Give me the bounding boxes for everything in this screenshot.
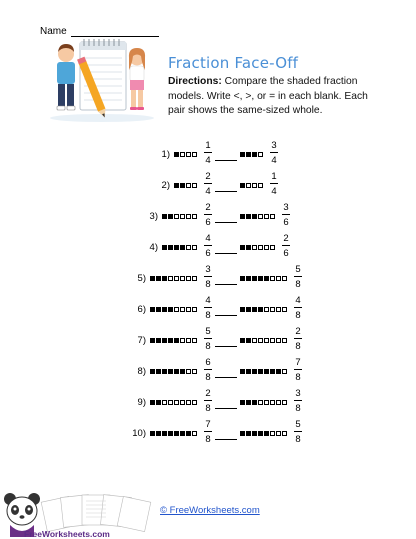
left-fraction [203,140,213,166]
left-fraction-model [174,151,197,158]
fraction-bar [204,400,212,401]
problem-row [0,295,416,325]
fraction-bar [204,152,212,153]
denominator: 4 [205,186,211,197]
numerator: 2 [205,202,211,213]
shaded-part [252,307,257,312]
right-fraction [293,326,303,352]
shaded-part [240,183,245,188]
left-fraction [203,171,213,197]
problem-number: 5) [137,273,146,284]
unshaded-part [168,400,173,405]
unshaded-part [264,338,269,343]
shaded-part [240,431,245,436]
unshaded-part [162,400,167,405]
unshaded-part [270,400,275,405]
right-fraction [269,171,279,197]
fraction-bar [282,245,290,246]
unshaded-part [168,276,173,281]
numerator: 2 [205,171,211,182]
numerator: 2 [205,388,211,399]
shaded-part [240,152,245,157]
left-fraction [203,264,213,290]
problem-row [0,326,416,356]
answer-blank[interactable] [215,191,237,192]
answer-blank[interactable] [215,284,237,285]
shaded-part [252,369,257,374]
fraction-bar [294,369,302,370]
denominator: 8 [295,434,301,445]
denominator: 8 [295,310,301,321]
unshaded-part [270,338,275,343]
unshaded-part [258,400,263,405]
problem-number: 2) [161,180,170,191]
problem-row [0,233,416,263]
unshaded-part [174,400,179,405]
shaded-part [168,369,173,374]
right-fraction-model [240,337,287,344]
denominator: 8 [205,372,211,383]
numerator: 5 [295,264,301,275]
shaded-part [168,307,173,312]
shaded-part [162,369,167,374]
shaded-part [174,369,179,374]
shaded-part [174,152,179,157]
problem-row [0,264,416,294]
unshaded-part [174,307,179,312]
right-fraction [281,233,291,259]
fraction-bar [270,152,278,153]
shaded-part [264,431,269,436]
unshaded-part [258,152,263,157]
answer-blank[interactable] [215,346,237,347]
left-fraction [203,295,213,321]
unshaded-part [282,369,287,374]
problem-number: 4) [149,242,158,253]
unshaded-part [282,431,287,436]
denominator: 8 [205,341,211,352]
denominator: 4 [271,186,277,197]
shaded-part [168,431,173,436]
shaded-part [156,338,161,343]
unshaded-part [282,338,287,343]
shaded-part [240,276,245,281]
left-fraction-model [150,430,197,437]
denominator: 8 [295,372,301,383]
right-fraction-model [240,213,275,220]
shaded-part [258,276,263,281]
problem-row [0,140,416,170]
fraction-bar [204,369,212,370]
shaded-part [150,400,155,405]
unshaded-part [186,400,191,405]
denominator: 8 [205,310,211,321]
unshaded-part [258,245,263,250]
left-fraction [203,202,213,228]
shaded-part [240,245,245,250]
unshaded-part [192,183,197,188]
freeworksheets-logo [2,487,152,539]
right-fraction-model [240,368,287,375]
shaded-part [180,245,185,250]
shaded-part [174,431,179,436]
unshaded-part [186,276,191,281]
shaded-part [180,183,185,188]
unshaded-part [192,307,197,312]
problem-number: 6) [137,304,146,315]
shaded-part [162,431,167,436]
denominator: 8 [295,279,301,290]
unshaded-part [270,214,275,219]
shaded-part [162,245,167,250]
denominator: 8 [205,279,211,290]
fraction-bar [204,214,212,215]
shaded-part [252,214,257,219]
shaded-part [162,214,167,219]
fraction-bar [204,276,212,277]
unshaded-part [270,431,275,436]
shaded-part [252,276,257,281]
worksheet-title: Fraction Face-Off [168,54,299,72]
directions-text [168,75,376,119]
fraction-bar [204,431,212,432]
left-fraction-model [150,337,197,344]
shaded-part [162,338,167,343]
unshaded-part [276,431,281,436]
unshaded-part [258,214,263,219]
unshaded-part [192,400,197,405]
numerator: 4 [205,233,211,244]
shaded-part [162,276,167,281]
left-fraction [203,419,213,445]
kids-notepad-illustration [44,36,159,122]
unshaded-part [186,245,191,250]
unshaded-part [180,214,185,219]
shaded-part [180,369,185,374]
unshaded-part [186,214,191,219]
shaded-part [252,400,257,405]
shaded-part [150,307,155,312]
left-fraction [203,388,213,414]
shaded-part [258,431,263,436]
left-fraction-model [150,306,197,313]
unshaded-part [180,400,185,405]
numerator: 5 [295,419,301,430]
shaded-part [252,431,257,436]
footer-link[interactable]: © FreeWorksheets.com [160,505,260,516]
problem-number: 7) [137,335,146,346]
answer-blank[interactable] [215,253,237,254]
unshaded-part [174,214,179,219]
unshaded-part [186,369,191,374]
left-fraction-model [174,182,197,189]
numerator: 3 [295,388,301,399]
unshaded-part [192,245,197,250]
shaded-part [246,152,251,157]
problem-row [0,357,416,387]
fraction-bar [204,338,212,339]
right-fraction [269,140,279,166]
left-fraction [203,357,213,383]
numerator: 1 [271,171,277,182]
unshaded-part [180,276,185,281]
shaded-part [168,214,173,219]
shaded-part [246,400,251,405]
fraction-bar [204,307,212,308]
fraction-bar [204,183,212,184]
numerator: 7 [205,419,211,430]
shaded-part [240,307,245,312]
problem-row [0,202,416,232]
denominator: 8 [295,403,301,414]
problem-row [0,171,416,201]
answer-blank[interactable] [215,439,237,440]
unshaded-part [258,338,263,343]
right-fraction-model [240,399,287,406]
shaded-part [246,431,251,436]
denominator: 4 [205,155,211,166]
shaded-part [174,245,179,250]
unshaded-part [270,276,275,281]
left-fraction-model [162,213,197,220]
problem-number: 8) [137,366,146,377]
shaded-part [162,307,167,312]
shaded-part [156,400,161,405]
denominator: 8 [205,403,211,414]
unshaded-part [186,183,191,188]
unshaded-part [270,307,275,312]
shaded-part [258,307,263,312]
shaded-part [264,276,269,281]
shaded-part [240,369,245,374]
shaded-part [252,152,257,157]
denominator: 4 [271,155,277,166]
shaded-part [150,369,155,374]
shaded-part [180,431,185,436]
left-fraction [203,233,213,259]
unshaded-part [276,400,281,405]
right-fraction-model [240,430,287,437]
shaded-part [168,338,173,343]
unshaded-part [192,369,197,374]
denominator: 6 [283,217,289,228]
name-label: Name [40,26,67,37]
shaded-part [240,338,245,343]
numerator: 4 [205,295,211,306]
numerator: 3 [205,264,211,275]
unshaded-part [264,245,269,250]
shaded-part [156,369,161,374]
unshaded-part [264,400,269,405]
shaded-part [246,276,251,281]
shaded-part [240,214,245,219]
right-fraction [293,264,303,290]
fraction-bar [204,245,212,246]
right-fraction-model [240,275,287,282]
right-fraction [293,357,303,383]
numerator: 1 [205,140,211,151]
denominator: 8 [205,434,211,445]
answer-blank[interactable] [215,408,237,409]
shaded-part [186,431,191,436]
denominator: 8 [295,341,301,352]
unshaded-part [174,276,179,281]
left-fraction-model [162,244,197,251]
problem-number: 1) [161,149,170,160]
unshaded-part [186,307,191,312]
denominator: 6 [205,217,211,228]
directions-label: Directions: [168,76,222,87]
unshaded-part [192,276,197,281]
numerator: 3 [283,202,289,213]
unshaded-part [282,307,287,312]
unshaded-part [252,338,257,343]
svg-text:FreeWorksheets.com: FreeWorksheets.com [24,529,110,539]
shaded-part [246,338,251,343]
answer-blank[interactable] [215,222,237,223]
directions-body: Compare the shaded fraction models. Write <, >, or = in each blank. Each pair shows the same-sized whole. [168,76,368,116]
shaded-part [276,369,281,374]
shaded-part [150,338,155,343]
denominator: 6 [205,248,211,259]
answer-blank[interactable] [215,315,237,316]
shaded-part [246,214,251,219]
problem-number: 10) [132,428,146,439]
unshaded-part [270,245,275,250]
numerator: 4 [295,295,301,306]
unshaded-part [180,152,185,157]
problem-row [0,419,416,449]
shaded-part [258,369,263,374]
unshaded-part [264,214,269,219]
left-fraction-model [150,275,197,282]
shaded-part [174,183,179,188]
unshaded-part [282,276,287,281]
fraction-bar [294,400,302,401]
shaded-part [168,245,173,250]
unshaded-part [246,183,251,188]
problem-number: 3) [149,211,158,222]
unshaded-part [252,245,257,250]
unshaded-part [180,307,185,312]
unshaded-part [276,338,281,343]
numerator: 2 [295,326,301,337]
fraction-bar [270,183,278,184]
unshaded-part [180,338,185,343]
shaded-part [240,400,245,405]
right-fraction-model [240,306,287,313]
shaded-part [150,431,155,436]
right-fraction [293,295,303,321]
unshaded-part [192,152,197,157]
fraction-bar [294,338,302,339]
unshaded-part [264,307,269,312]
answer-blank[interactable] [215,160,237,161]
shaded-part [246,245,251,250]
unshaded-part [186,338,191,343]
unshaded-part [186,152,191,157]
shaded-part [150,276,155,281]
problem-number: 9) [137,397,146,408]
shaded-part [156,431,161,436]
right-fraction-model [240,244,275,251]
shaded-part [270,369,275,374]
shaded-part [246,307,251,312]
right-fraction-model [240,182,263,189]
unshaded-part [282,400,287,405]
shaded-part [264,369,269,374]
fraction-bar [294,431,302,432]
shaded-part [156,307,161,312]
unshaded-part [252,183,257,188]
left-fraction-model [150,368,197,375]
shaded-part [156,276,161,281]
numerator: 3 [271,140,277,151]
fraction-bar [294,307,302,308]
shaded-part [246,369,251,374]
fraction-bar [282,214,290,215]
unshaded-part [276,276,281,281]
unshaded-part [192,431,197,436]
numerator: 7 [295,357,301,368]
shaded-part [174,338,179,343]
denominator: 6 [283,248,289,259]
right-fraction-model [240,151,263,158]
unshaded-part [192,338,197,343]
right-fraction [281,202,291,228]
fraction-bar [294,276,302,277]
left-fraction [203,326,213,352]
numerator: 5 [205,326,211,337]
numerator: 2 [283,233,289,244]
unshaded-part [192,214,197,219]
problem-row [0,388,416,418]
unshaded-part [276,307,281,312]
left-fraction-model [150,399,197,406]
answer-blank[interactable] [215,377,237,378]
right-fraction [293,388,303,414]
numerator: 6 [205,357,211,368]
unshaded-part [258,183,263,188]
right-fraction [293,419,303,445]
